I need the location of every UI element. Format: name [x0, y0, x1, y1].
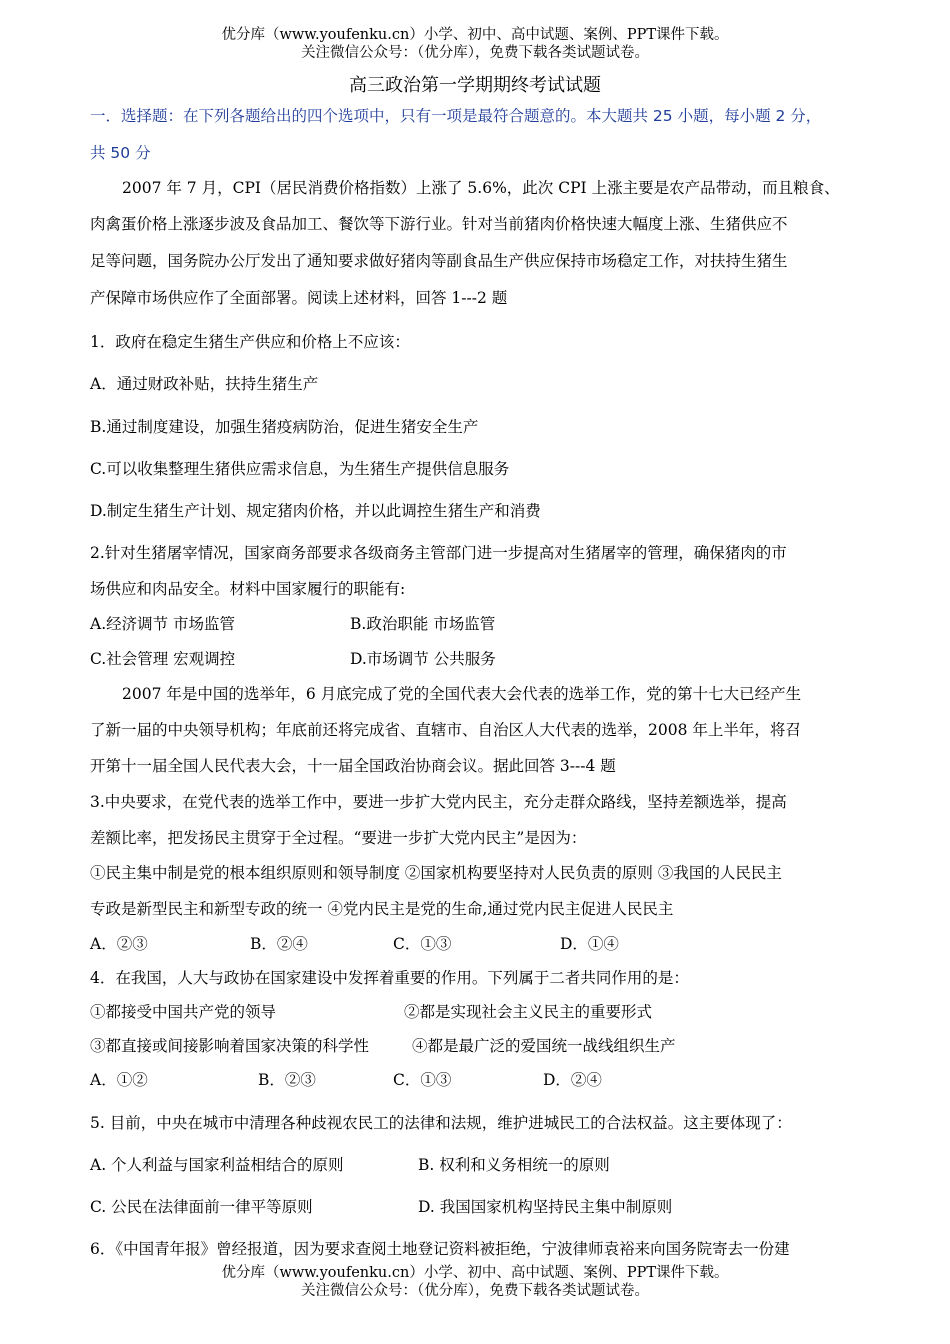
material1-line-4: 产保障市场供应作了全面部署。阅读上述材料，回答 1---2 题 [90, 289, 508, 307]
material1-line-3: 足等问题，国务院办公厅发出了通知要求做好猪肉等副食品生产供应保持市场稳定工作，对扶持生猪生 [90, 252, 788, 270]
header-line-1: 优分库（www.youfenku.cn）小学、初中、高中试题、案例、PPT课件下载。 [221, 27, 729, 43]
q2-option-d: D.市场调节 公共服务 [350, 650, 496, 668]
q3-statements-line-1: ①民主集中制是党的根本组织原则和领导制度 ②国家机构要坚持对人民负责的原则 ③我国的人民民主 [90, 864, 782, 882]
q4-option-b: B．②③ [258, 1071, 316, 1089]
q5-stem: 5. 目前，中央在城市中清理各种歧视农民工的法律和法规，维护进城民工的合法权益。这主要体现了： [90, 1114, 792, 1132]
material1-line-2: 肉禽蛋价格上涨逐步波及食品加工、餐饮等下游行业。针对当前猪肉价格快速大幅度上涨、生猪供应不 [90, 215, 788, 233]
q4-option-d: D．②④ [543, 1071, 602, 1089]
q1-option-b: B.通过制度建设，加强生猪疫病防治，促进生猪安全生产 [90, 418, 479, 436]
material2-line-3: 开第十一届全国人民代表大会，十一届全国政治协商会议。据此回答 3---4 题 [90, 757, 616, 775]
header-line-2: 关注微信公众号：（优分库），免费下载各类试题试卷。 [301, 45, 649, 61]
q2-option-b: B.政治职能 市场监管 [350, 615, 496, 633]
q5-option-c: C. 公民在法律面前一律平等原则 [90, 1198, 313, 1216]
q3-stem-line-1: 3.中央要求，在党代表的选举工作中，要进一步扩大党内民主，充分走群众路线，坚持差额选举，提高 [90, 793, 787, 811]
q3-option-a: A．②③ [90, 935, 148, 953]
q3-option-c: C．①③ [393, 935, 452, 953]
q5-option-b: B. 权利和义务相统一的原则 [418, 1156, 610, 1174]
q4-statement-4: ④都是最广泛的爱国统一战线组织生产 [412, 1037, 676, 1055]
section-instruction-line-1: 一．选择题：在下列各题给出的四个选项中，只有一项是最符合题意的。本大题共 25 小题，每小题 2 分， [90, 107, 822, 125]
q2-option-c: C.社会管理 宏观调控 [90, 650, 236, 668]
q3-option-b: B．②④ [250, 935, 308, 953]
q4-statement-2: ②都是实现社会主义民主的重要形式 [404, 1003, 653, 1021]
material2-line-2: 了新一届的中央领导机构；年底前还将完成省、直辖市、自治区人大代表的选举，2008 年上半年，将召 [90, 721, 801, 739]
q5-option-d: D. 我国国家机构坚持民主集中制原则 [418, 1198, 673, 1216]
q6-stem: 6．《中国青年报》曾经报道，因为要求查阅土地登记资料被拒绝，宁波律师袁裕来向国务院寄去一份建 [90, 1240, 790, 1258]
section-instruction-line-2: 共 50 分 [90, 144, 151, 162]
material1-line-1: 2007 年 7 月，CPI（居民消费价格指数）上涨了 5.6%，此次 CPI 上涨主要是农产品带动，而且粮食、 [122, 179, 840, 197]
q2-stem-line-1: 2.针对生猪屠宰情况，国家商务部要求各级商务主管部门进一步提高对生猪屠宰的管理，确保猪肉的市 [90, 544, 787, 562]
q2-stem-line-2: 场供应和肉品安全。材料中国家履行的职能有: [90, 580, 406, 598]
q1-stem: 1．政府在稳定生猪生产供应和价格上不应该： [90, 333, 410, 351]
q4-stem: 4．在我国，人大与政协在国家建设中发挥着重要的作用。下列属于二者共同作用的是： [90, 969, 689, 987]
q1-option-d: D.制定生猪生产计划、规定猪肉价格，并以此调控生猪生产和消费 [90, 502, 541, 520]
footer-line-2: 关注微信公众号：（优分库），免费下载各类试题试卷。 [301, 1283, 649, 1299]
page-title: 高三政治第一学期期终考试试题 [349, 75, 601, 96]
q1-option-c: C.可以收集整理生猪供应需求信息，为生猪生产提供信息服务 [90, 460, 510, 478]
q4-statement-1: ①都接受中国共产党的领导 [90, 1003, 277, 1021]
q4-option-a: A．①② [90, 1071, 148, 1089]
footer-line-1: 优分库（www.youfenku.cn）小学、初中、高中试题、案例、PPT课件下载。 [221, 1265, 729, 1281]
q3-statements-line-2: 专政是新型民主和新型专政的统一 ④党内民主是党的生命,通过党内民主促进人民民主 [90, 900, 674, 918]
q3-stem-line-2: 差额比率，把发扬民主贯穿于全过程。“要进一步扩大党内民主”是因为： [90, 829, 587, 847]
q2-option-a: A.经济调节 市场监管 [90, 615, 236, 633]
q3-option-d: D．①④ [560, 935, 619, 953]
q1-option-a: A．通过财政补贴，扶持生猪生产 [90, 375, 319, 393]
material2-line-1: 2007 年是中国的选举年，6 月底完成了党的全国代表大会代表的选举工作，党的第十七大已经产生 [122, 685, 802, 703]
q4-statement-3: ③都直接或间接影响着国家决策的科学性 [90, 1037, 370, 1055]
q5-option-a: A. 个人利益与国家利益相结合的原则 [90, 1156, 344, 1174]
q4-option-c: C．①③ [393, 1071, 452, 1089]
